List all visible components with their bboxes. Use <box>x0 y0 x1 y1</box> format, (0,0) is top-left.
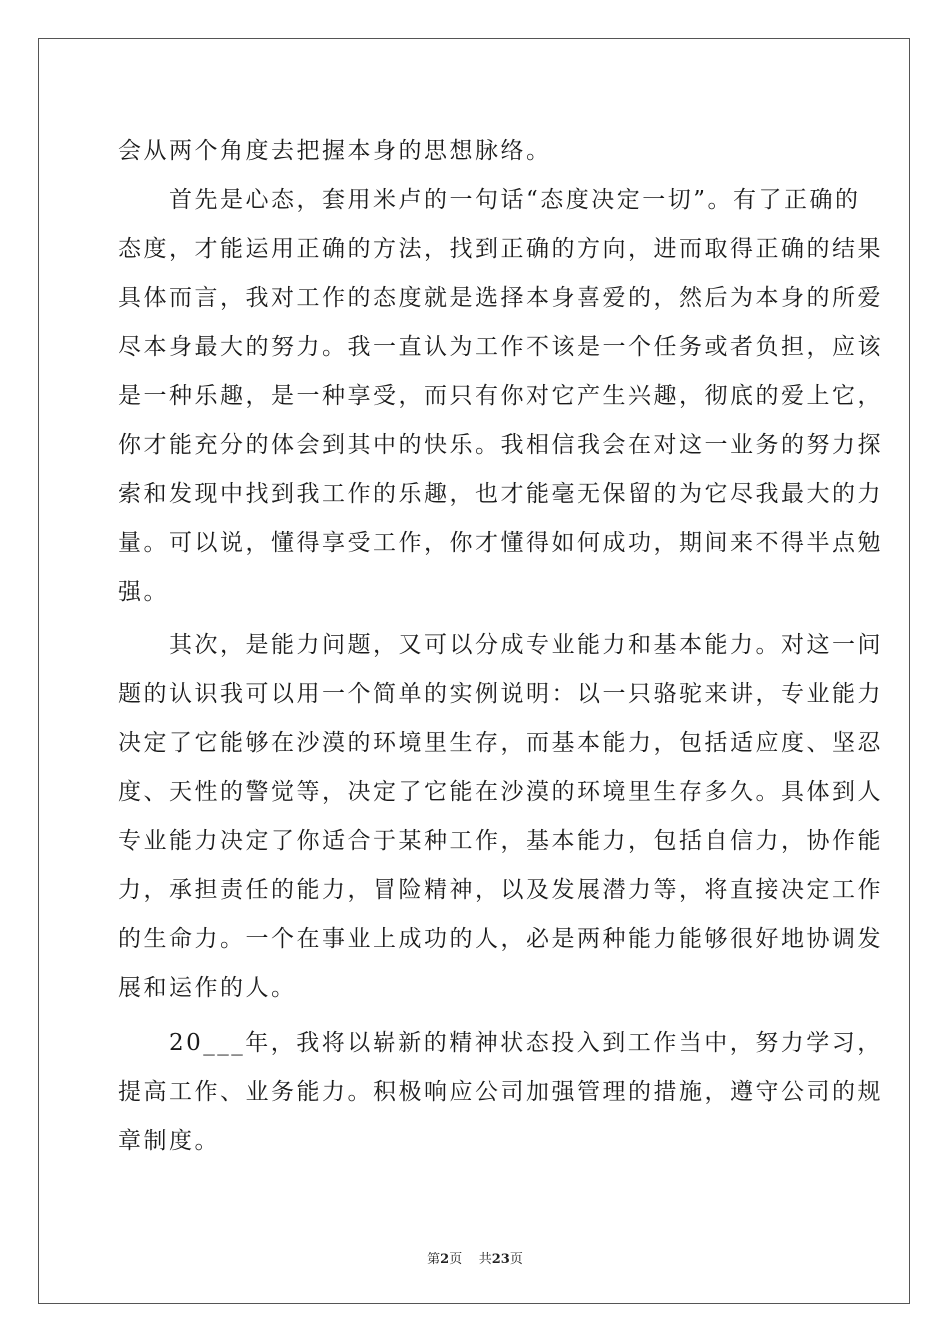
text-line: 首先是心态，套用米卢的一句话“态度决定一切”。有了正确的 <box>118 187 861 213</box>
text-line: 你才能充分的体会到其中的快乐。我相信我会在对这一业务的努力探 <box>118 432 883 458</box>
text-line: 强。 <box>118 579 169 605</box>
page-number: 2 <box>440 1252 450 1267</box>
text-line: 量。可以说，懂得享受工作，你才懂得如何成功，期间来不得半点勉 <box>118 530 883 556</box>
text-line: 题的认识我可以用一个简单的实例说明：以一只骆驼来讲，专业能力 <box>118 681 883 707</box>
text-line: 展和运作的人。 <box>118 975 297 1001</box>
page-suffix: 页 <box>449 1252 463 1267</box>
page-prefix: 第 <box>427 1252 441 1267</box>
text-line: 专业能力决定了你适合于某种工作，基本能力，包括自信力，协作能 <box>118 828 883 854</box>
page-border <box>38 38 910 1304</box>
text-line: 提高工作、业务能力。积极响应公司加强管理的措施，遵守公司的规 <box>118 1079 883 1105</box>
text-line: 尽本身最大的努力。我一直认为工作不该是一个任务或者负担，应该 <box>118 334 883 360</box>
text-line: 章制度。 <box>118 1128 220 1154</box>
total-suffix: 页 <box>509 1252 523 1267</box>
total-prefix: 共 <box>478 1252 492 1267</box>
text-line: 其次，是能力问题，又可以分成专业能力和基本能力。对这一问 <box>118 632 883 658</box>
text-line: 的生命力。一个在事业上成功的人，必是两种能力能够很好地协调发 <box>118 926 883 952</box>
text-line: 具体而言，我对工作的态度就是选择本身喜爱的，然后为本身的所爱 <box>118 285 883 311</box>
text-line: 态度，才能运用正确的方法，找到正确的方向，进而取得正确的结果 <box>118 236 883 262</box>
text-line: 索和发现中找到我工作的乐趣，也才能毫无保留的为它尽我最大的力 <box>118 481 883 507</box>
total-pages: 23 <box>491 1252 510 1267</box>
text-line: 决定了它能够在沙漠的环境里生存，而基本能力，包括适应度、坚忍 <box>118 730 883 756</box>
text-line: 20___年，我将以崭新的精神状态投入到工作当中，努力学习， <box>118 1030 883 1056</box>
text-line: 度、天性的警觉等，决定了它能在沙漠的环境里生存多久。具体到人 <box>118 779 883 805</box>
text-line: 会从两个角度去把握本身的思想脉络。 <box>118 138 552 164</box>
text-line: 是一种乐趣，是一种享受，而只有你对它产生兴趣，彻底的爱上它， <box>118 383 883 409</box>
text-line: 力，承担责任的能力，冒险精神，以及发展潜力等，将直接决定工作 <box>118 877 883 903</box>
page-footer <box>0 1248 950 1267</box>
